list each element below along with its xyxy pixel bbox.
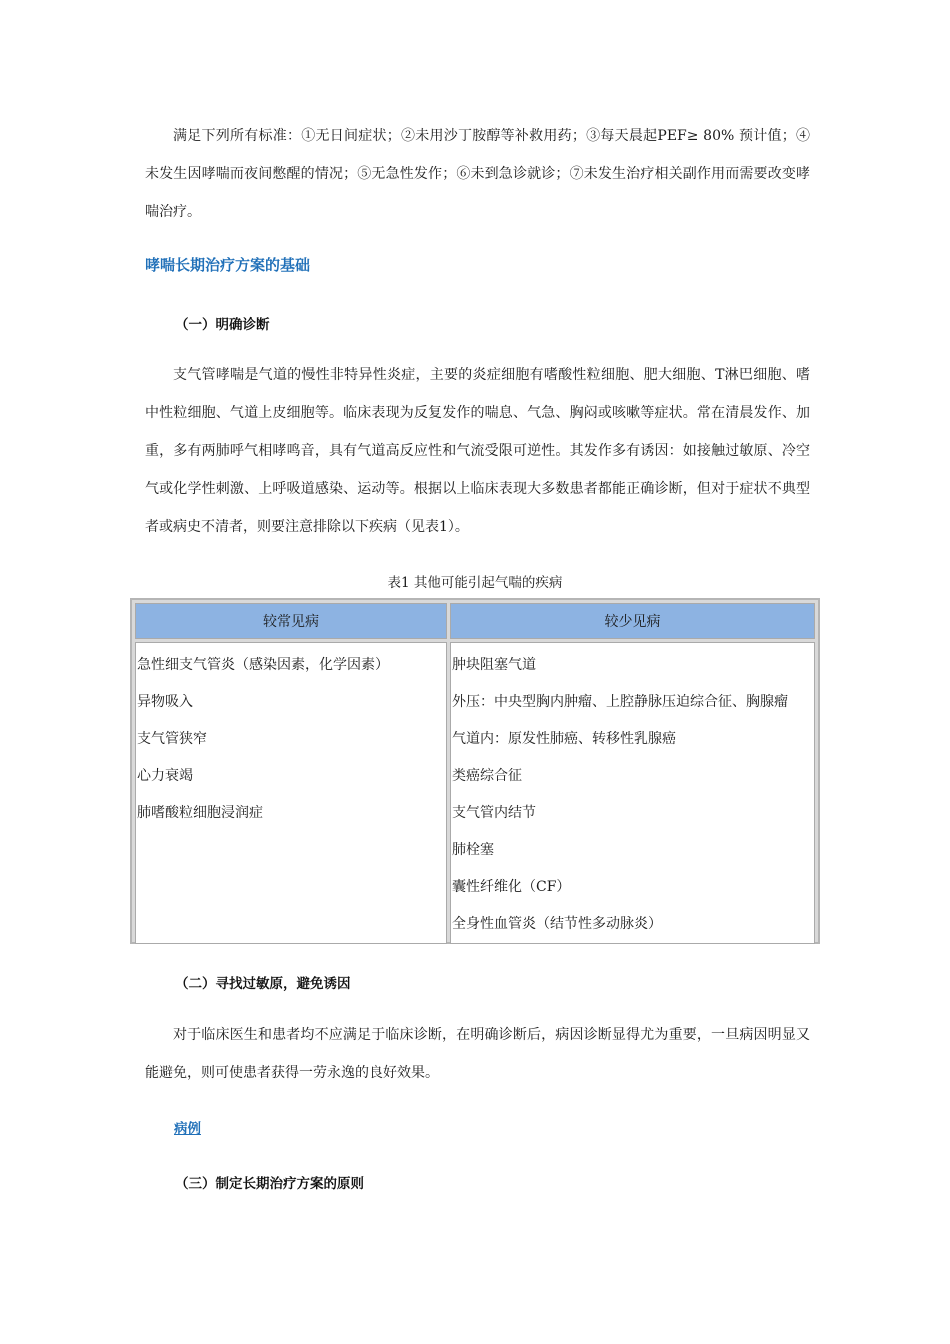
rare-diseases-cell (450, 642, 815, 944)
common-diseases-cell (135, 642, 447, 944)
list-item: 全身性血管炎（结节性多动脉炎） (452, 916, 662, 932)
list-item: 肺嗜酸粒细胞浸润症 (137, 805, 263, 821)
list-item: 肿块阻塞气道 (452, 657, 536, 673)
list-item: 肺栓塞 (452, 842, 494, 858)
list-item: 支气管内结节 (452, 805, 536, 821)
table-header-rare: 较少见病 (450, 603, 815, 639)
list-item: 类癌综合征 (452, 768, 522, 784)
table-header-common: 较常见病 (135, 603, 447, 639)
case-link[interactable]: 病例 (174, 1121, 201, 1137)
list-item: 异物吸入 (137, 694, 193, 710)
list-item: 囊性纤维化（CF） (452, 879, 571, 895)
list-item: 支气管狭窄 (137, 731, 207, 747)
heading-diagnosis: （一）明确诊断 (175, 317, 270, 333)
control-criteria-paragraph: 满足下列所有标准：①无日间症状；②未用沙丁胺醇等补救用药；③每天晨起PEF≥ 80% 预计值；④未发生因哮喘而夜间憋醒的情况；⑤无急性发作；⑥未到急诊就诊；⑦未发生治疗相关副作用而需要改变哮喘治疗。 (145, 128, 810, 220)
heading-principles: （三）制定长期治疗方案的原则 (175, 1176, 364, 1192)
differential-diagnosis-table (130, 598, 820, 944)
list-item: 急性细支气管炎（感染因素，化学因素） (137, 657, 389, 673)
table-caption: 表1 其他可能引起气喘的疾病 (387, 575, 563, 591)
list-item: 气道内：原发性肺癌、转移性乳腺癌 (452, 731, 676, 747)
heading-allergen: （二）寻找过敏原，避免诱因 (175, 976, 351, 992)
list-item: 心力衰竭 (137, 768, 193, 784)
allergen-paragraph: 对于临床医生和患者均不应满足于临床诊断，在明确诊断后，病因诊断显得尤为重要，一旦病因明显又能避免，则可使患者获得一劳永逸的良好效果。 (145, 1027, 810, 1081)
section-title: 哮喘长期治疗方案的基础 (145, 256, 311, 274)
diagnosis-paragraph: 支气管哮喘是气道的慢性非特异性炎症，主要的炎症细胞有嗜酸性粒细胞、肥大细胞、T淋巴细胞、嗜中性粒细胞、气道上皮细胞等。临床表现为反复发作的喘息、气急、胸闷或咳嗽等症状。常在清晨发作、加重，多有两肺呼气相哮鸣音，具有气道高反应性和气流受限可逆性。其发作多有诱因：如接触过敏原、冷空气或化学性刺激、上呼吸道感染、运动等。根据以上临床表现大多数患者都能正确诊断，但对于症状不典型者或病史不清者，则要注意排除以下疾病（见表1）。 (145, 367, 810, 535)
list-item: 外压：中央型胸内肿瘤、上腔静脉压迫综合征、胸腺瘤 (452, 694, 788, 710)
